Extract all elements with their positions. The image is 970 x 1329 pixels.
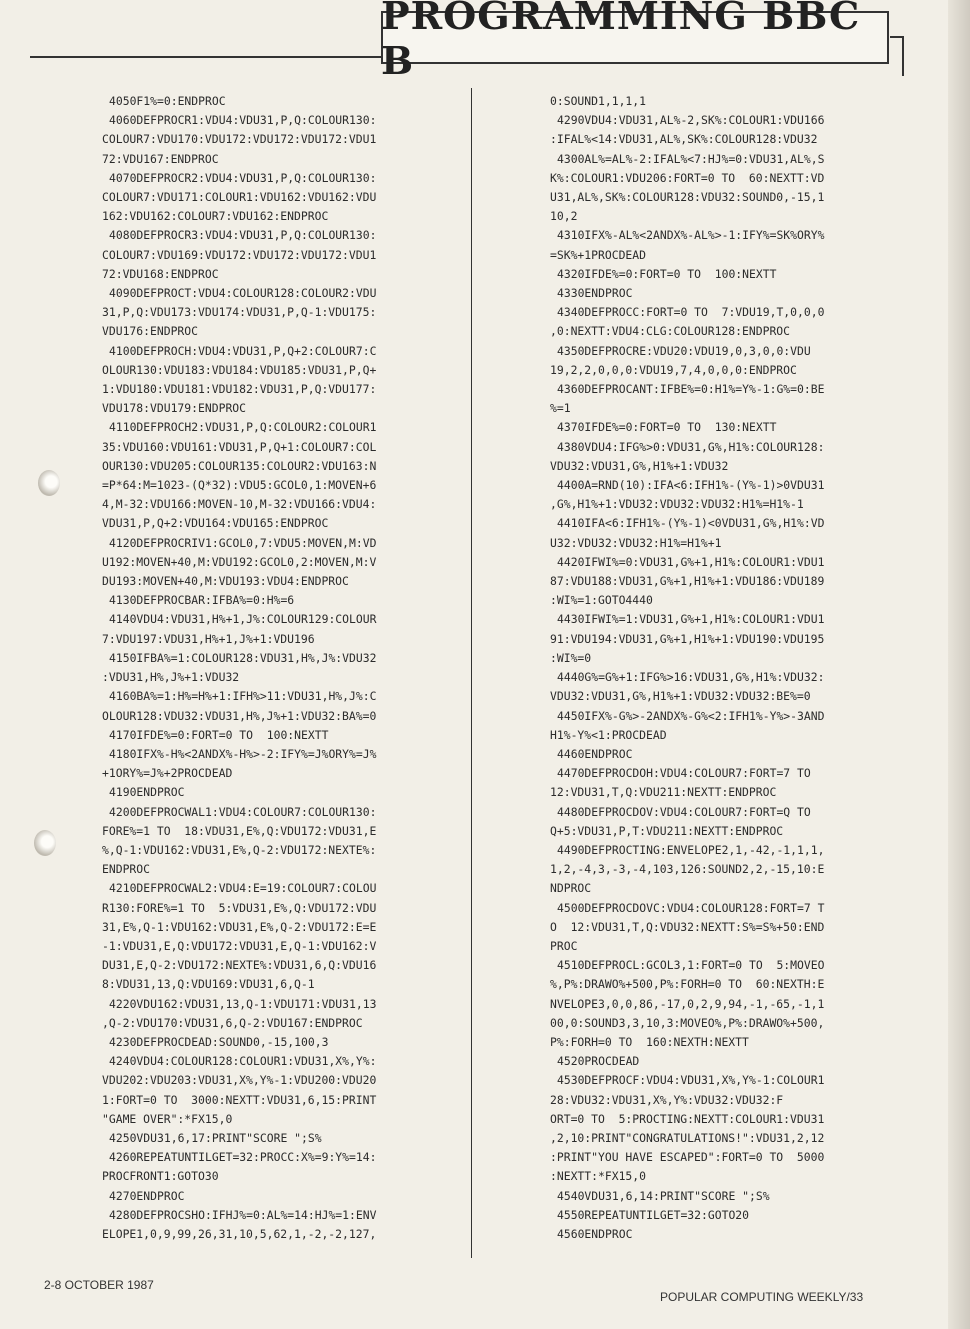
footer-date: 2-8 OCTOBER 1987 (44, 1278, 154, 1292)
code-line: 4280DEFPROCSHO:IFHJ%=0:AL%=14:HJ%=1:ENV (109, 1207, 377, 1222)
code-line: 4500DEFPROCDOVC:VDU4:COLOUR128:FORT=7 T (557, 900, 825, 915)
code-line: 4530DEFPROCF:VDU4:VDU31,X%,Y%-1:COLOUR1 (557, 1073, 825, 1088)
code-line: OLOUR128:VDU32:VDU31,H%,J%+1:VDU32:BA%=0 (102, 708, 377, 723)
code-line: 4,M-32:VDU166:MOVEN-10,M-32:VDU166:VDU4: (102, 497, 377, 512)
code-line: K%:COLOUR1:VDU206:FORT=0 TO 60:NEXTT:VD (550, 170, 825, 185)
code-line: 4540VDU31,6,14:PRINT"SCORE ";S% (557, 1188, 770, 1203)
code-line: 4310IFX%-AL%<2ANDX%-AL%>-1:IFY%=SK%ORY% (557, 228, 825, 243)
code-line: 00,0:SOUND3,3,10,3:MOVEO%,P%:DRAWO%+500, (550, 1015, 825, 1030)
code-line: COLOUR7:VDU169:VDU172:VDU172:VDU172:VDU1 (102, 247, 377, 262)
code-line: 4470DEFPROCDOH:VDU4:COLOUR7:FORT=7 TO (557, 766, 811, 781)
code-line: 7:VDU197:VDU31,H%+1,J%+1:VDU196 (102, 631, 315, 646)
code-line: 1:VDU180:VDU181:VDU182:VDU31,P,Q:VDU177: (102, 382, 377, 397)
code-line: 28:VDU32:VDU31,X%,Y%:VDU32:VDU32:F (550, 1092, 784, 1107)
code-line: 4180IFX%-H%<2ANDX%-H%>-2:IFY%=J%ORY%=J% (109, 746, 377, 761)
code-line: ,0:NEXTT:VDU4:CLG:COLOUR128:ENDPROC (550, 324, 791, 339)
code-line: +1ORY%=J%+2PROCDEAD (102, 766, 233, 781)
header-rule (30, 56, 381, 58)
code-line: %,P%:DRAWO%+500,P%:FORH=0 TO 60:NEXTH:E (550, 977, 825, 992)
code-line: =SK%+1PROCDEAD (550, 247, 647, 262)
code-line: U32:VDU32:VDU32:H1%=H1%+1 (550, 535, 722, 550)
code-line: 4450IFX%-G%>-2ANDX%-G%<2:IFH1%-Y%>-3AND (557, 708, 825, 723)
code-line: 35:VDU160:VDU161:VDU31,P,Q+1:COLOUR7:COL (102, 439, 377, 454)
code-line: VDU178:VDU179:ENDPROC (102, 401, 247, 416)
code-line: 4420IFWI%=0:VDU31,G%+1,H1%:COLOUR1:VDU1 (557, 554, 825, 569)
code-line: P%:FORH=0 TO 160:NEXTH:NEXTT (550, 1034, 749, 1049)
code-line: :VDU31,H%,J%+1:VDU32 (102, 670, 240, 685)
column-divider (471, 88, 472, 1258)
code-line: PROCFRONT1:GOTO30 (102, 1169, 219, 1184)
code-line: 4140VDU4:VDU31,H%+1,J%:COLOUR129:COLOUR (109, 612, 377, 627)
code-line: :PRINT"YOU HAVE ESCAPED":FORT=0 TO 5000 (550, 1150, 825, 1165)
code-line: %=1 (550, 401, 571, 416)
code-line: :IFAL%<14:VDU31,AL%,SK%:COLOUR128:VDU32 (550, 132, 818, 147)
code-line: 19,2,2,0,0,0:VDU19,7,4,0,0,0:ENDPROC (550, 362, 797, 377)
code-line: 162:VDU162:COLOUR7:VDU162:ENDPROC (102, 209, 329, 224)
code-line: 91:VDU194:VDU31,G%+1,H1%+1:VDU190:VDU195 (550, 631, 825, 646)
code-line: 1:FORT=0 TO 3000:NEXTT:VDU31,6,15:PRINT (102, 1092, 377, 1107)
code-line: :NEXTT:*FX15,0 (550, 1169, 647, 1184)
code-line: 1,2,-4,3,-3,-4,103,126:SOUND2,2,-15,10:E (550, 862, 825, 877)
code-line: 4110DEFPROCH2:VDU31,P,Q:COLOUR2:COLOUR1 (109, 420, 377, 435)
code-line: :WI%=0 (550, 650, 592, 665)
code-line: 31,E%,Q-1:VDU162:VDU31,E%,Q-2:VDU172:E=E (102, 919, 377, 934)
footer-publication: POPULAR COMPUTING WEEKLY/33 (660, 1290, 864, 1304)
code-line: R130:FORE%=1 TO 5:VDU31,E%,Q:VDU172:VDU (102, 900, 377, 915)
code-line: 4440G%=G%+1:IFG%>16:VDU31,G%,H1%:VDU32: (557, 670, 825, 685)
code-line: 72:VDU168:ENDPROC (102, 266, 219, 281)
code-line: ,G%,H1%+1:VDU32:VDU32:VDU32:H1%=H1%-1 (550, 497, 804, 512)
code-line: DU31,E,Q-2:VDU172:NEXTE%:VDU31,6,Q:VDU16 (102, 958, 377, 973)
code-line: :WI%=1:GOTO4440 (550, 593, 653, 608)
code-line: 4100DEFPROCH:VDU4:VDU31,P,Q+2:COLOUR7:C (109, 343, 377, 358)
code-line: 4220VDU162:VDU31,13,Q-1:VDU171:VDU31,13 (109, 996, 377, 1011)
code-line: 4490DEFPROCTING:ENVELOPE2,1,-42,-1,1,1, (557, 842, 825, 857)
code-line: 72:VDU167:ENDPROC (102, 151, 219, 166)
code-line: 4270ENDPROC (109, 1188, 185, 1203)
page-title: PROGRAMMING BBC B (381, 0, 861, 83)
code-line: ORT=0 TO 5:PROCTING:NEXTT:COLOUR1:VDU31 (550, 1111, 825, 1126)
code-line: 4290VDU4:VDU31,AL%-2,SK%:COLOUR1:VDU166 (557, 113, 825, 128)
code-line: ELOPE1,0,9,99,26,31,10,5,62,1,-2,-2,127, (102, 1226, 377, 1241)
code-line: O 12:VDU31,T,Q:VDU32:NEXTT:S%=S%+50:END (550, 919, 825, 934)
code-line: 4510DEFPROCL:GCOL3,1:FORT=0 TO 5:MOVEO (557, 958, 825, 973)
code-line: 4340DEFPROCC:FORT=0 TO 7:VDU19,T,0,0,0 (557, 305, 825, 320)
code-line: 4240VDU4:COLOUR128:COLOUR1:VDU31,X%,Y%: (109, 1054, 377, 1069)
code-line: 4300AL%=AL%-2:IFAL%<7:HJ%=0:VDU31,AL%,S (557, 151, 825, 166)
code-line: DU193:MOVEN+40,M:VDU193:VDU4:ENDPROC (102, 574, 349, 589)
code-line: COLOUR7:VDU171:COLOUR1:VDU162:VDU162:VDU (102, 190, 377, 205)
code-line: 4060DEFPROCR1:VDU4:VDU31,P,Q:COLOUR130: (109, 113, 377, 128)
code-line: 4330ENDPROC (557, 286, 633, 301)
code-line: NVELOPE3,0,0,86,-17,0,2,9,94,-1,-65,-1,1 (550, 996, 825, 1011)
code-line: 4410IFA<6:IFH1%-(Y%-1)<0VDU31,G%,H1%:VD (557, 516, 825, 531)
code-line: =P*64:M=1023-(Q*32):VDU5:GCOL0,1:MOVEN+6 (102, 478, 377, 493)
code-line: 87:VDU188:VDU31,G%+1,H1%+1:VDU186:VDU189 (550, 574, 825, 589)
code-line: 4090DEFPROCT:VDU4:COLOUR128:COLOUR2:VDU (109, 286, 377, 301)
code-line: 4250VDU31,6,17:PRINT"SCORE ";S% (109, 1130, 322, 1145)
code-line: "GAME OVER":*FX15,0 (102, 1111, 233, 1126)
code-line: COLOUR7:VDU170:VDU172:VDU172:VDU172:VDU1 (102, 132, 377, 147)
code-line: 4200DEFPROCWAL1:VDU4:COLOUR7:COLOUR130: (109, 804, 377, 819)
code-line: 4370IFDE%=0:FORT=0 TO 130:NEXTT (557, 420, 777, 435)
punch-hole-top (38, 470, 60, 496)
header-box-shadow (890, 36, 904, 76)
code-line: 4050F1%=0:ENDPROC (109, 94, 226, 108)
code-line: 4130DEFPROCBAR:IFBA%=0:H%=6 (109, 593, 295, 608)
code-line: 4520PROCDEAD (557, 1054, 640, 1069)
code-line: VDU32:VDU31,G%,H1%+1:VDU32:VDU32:BE%=0 (550, 689, 811, 704)
code-line: %,Q-1:VDU162:VDU31,E%,Q-2:VDU172:NEXTE%: (102, 842, 377, 857)
code-line: 31,P,Q:VDU173:VDU174:VDU31,P,Q-1:VDU175: (102, 305, 377, 320)
code-line: U31,AL%,SK%:COLOUR128:VDU32:SOUND0,-15,1 (550, 190, 825, 205)
code-line: VDU176:ENDPROC (102, 324, 199, 339)
listing-column-left (102, 92, 462, 1244)
code-line: VDU32:VDU31,G%,H1%+1:VDU32 (550, 458, 729, 473)
code-line: 4550REPEATUNTILGET=32:GOTO20 (557, 1207, 750, 1222)
code-line: 4560ENDPROC (557, 1226, 633, 1241)
listing-column-right (550, 92, 850, 1244)
code-line: PROC (550, 938, 578, 953)
code-line: Q+5:VDU31,P,T:VDU211:NEXTT:ENDPROC (550, 823, 784, 838)
code-line: 4070DEFPROCR2:VDU4:VDU31,P,Q:COLOUR130: (109, 170, 377, 185)
code-line: OUR130:VDU205:COLOUR135:COLOUR2:VDU163:N (102, 458, 377, 473)
code-line: OLOUR130:VDU183:VDU184:VDU185:VDU31,P,Q+ (102, 362, 377, 377)
code-line: VDU31,P,Q+2:VDU164:VDU165:ENDPROC (102, 516, 329, 531)
code-line: VDU202:VDU203:VDU31,X%,Y%-1:VDU200:VDU20 (102, 1073, 377, 1088)
code-line: 4430IFWI%=1:VDU31,G%+1,H1%:COLOUR1:VDU1 (557, 612, 825, 627)
code-line: 4080DEFPROCR3:VDU4:VDU31,P,Q:COLOUR130: (109, 228, 377, 243)
punch-hole-bottom (34, 830, 56, 856)
code-line: FORE%=1 TO 18:VDU31,E%,Q:VDU172:VDU31,E (102, 823, 377, 838)
code-line: 4350DEFPROCRE:VDU20:VDU19,0,3,0,0:VDU (557, 343, 811, 358)
code-line: 4170IFDE%=0:FORT=0 TO 100:NEXTT (109, 727, 329, 742)
code-line: 0:SOUND1,1,1,1 (550, 94, 647, 108)
code-line: 4150IFBA%=1:COLOUR128:VDU31,H%,J%:VDU32 (109, 650, 377, 665)
code-line: 4400A=RND(10):IFA<6:IFH1%-(Y%-1)>0VDU31 (557, 478, 825, 493)
code-line: 12:VDU31,T,Q:VDU211:NEXTT:ENDPROC (550, 785, 777, 800)
code-line: H1%-Y%<1:PROCDEAD (550, 727, 667, 742)
code-line: ENDPROC (102, 862, 151, 877)
code-line: 4360DEFPROCANT:IFBE%=0:H1%=Y%-1:G%=0:BE (557, 382, 825, 397)
code-line: 4480DEFPROCDOV:VDU4:COLOUR7:FORT=Q TO (557, 804, 811, 819)
code-line: 4230DEFPROCDEAD:SOUND0,-15,100,3 (109, 1034, 329, 1049)
code-line: 10,2 (550, 209, 578, 224)
code-line: 4160BA%=1:H%=H%+1:IFH%>11:VDU31,H%,J%:C (109, 689, 377, 704)
code-line: 4380VDU4:IFG%>0:VDU31,G%,H1%:COLOUR128: (557, 439, 825, 454)
code-line: NDPROC (550, 881, 592, 896)
page-edge (948, 0, 970, 1329)
code-line: ,Q-2:VDU170:VDU31,6,Q-2:VDU167:ENDPROC (102, 1015, 363, 1030)
code-line: 4120DEFPROCRIV1:GCOL0,7:VDU5:MOVEN,M:VD (109, 535, 377, 550)
code-line: 4460ENDPROC (557, 746, 633, 761)
code-line: 4210DEFPROCWAL2:VDU4:E=19:COLOUR7:COLOU (109, 881, 377, 896)
code-line: ,2,10:PRINT"CONGRATULATIONS!":VDU31,2,12 (550, 1130, 825, 1145)
code-line: U192:MOVEN+40,M:VDU192:GCOL0,2:MOVEN,M:V (102, 554, 377, 569)
code-line: -1:VDU31,E,Q:VDU172:VDU31,E,Q-1:VDU162:V (102, 938, 377, 953)
code-line: 4320IFDE%=0:FORT=0 TO 100:NEXTT (557, 266, 777, 281)
code-line: 4190ENDPROC (109, 785, 185, 800)
code-line: 8:VDU31,13,Q:VDU169:VDU31,6,Q-1 (102, 977, 315, 992)
code-line: 4260REPEATUNTILGET=32:PROCC:X%=9:Y%=14: (109, 1150, 377, 1165)
